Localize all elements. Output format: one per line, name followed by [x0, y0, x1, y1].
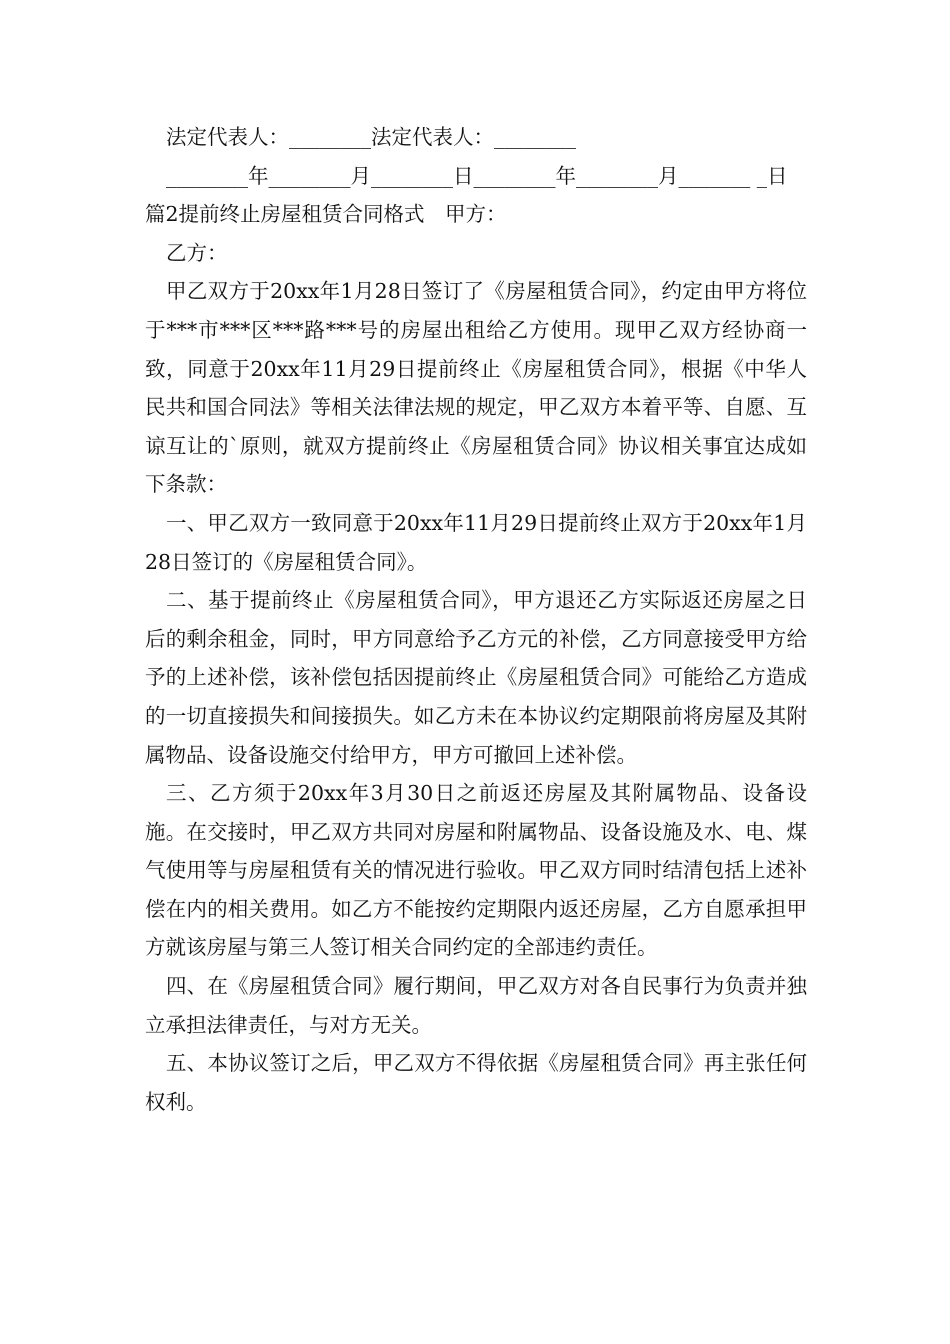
section-heading: 篇2提前终止房屋租赁合同格式 甲方：	[145, 202, 507, 227]
clause-2: 二、基于提前终止《房屋租赁合同》，甲方退还乙方实际返还房屋之日后的剩余租金，同时，甲方同意给予乙方元的补偿，乙方同意接受甲方给予的上述补偿，该补偿包括因提前终止《房屋租赁合同》可能给乙方造成的一切直接损失和间接损失。如乙方未在本协议约定期限前将房屋及其附属物品、设备设施交付给甲方，甲方可撤回上述补偿。	[145, 588, 807, 767]
clause-5: 五、本协议签订之后，甲乙双方不得依据《房屋租赁合同》再主张任何权利。	[145, 1051, 807, 1114]
document-page	[145, 118, 807, 1121]
clause-1: 一、甲乙双方一致同意于20xx年11月29日提前终止双方于20xx年1月28日签订的《房屋租赁合同》。	[145, 510, 807, 574]
clause-4: 四、在《房屋租赁合同》履行期间，甲乙双方对各自民事行为负责并独立承担法律责任，与对方无关。	[145, 974, 807, 1037]
signature-line-dates: ________年________月________日________年________月_______ _日	[166, 163, 788, 188]
preamble-paragraph: 甲乙双方于20xx年1月28日签订了《房屋租赁合同》，约定由甲方将位于***市***区***路***号的房屋出租给乙方使用。现甲乙双方经协商一致，同意于20xx年11月29日提前终止《房屋租赁合同》，根据《中华人民共和国合同法》等相关法律法规的规定，甲乙双方本着平等、自愿、互谅互让的`原则，就双方提前终止《房屋租赁合同》协议相关事宜达成如下条款：	[145, 279, 807, 497]
party-b-label: 乙方：	[166, 240, 228, 265]
signature-line-legal-representatives: 法定代表人：________法定代表人：________	[166, 125, 576, 149]
clause-3: 三、乙方须于20xx年3月30日之前返还房屋及其附属物品、设备设施。在交接时，甲乙双方共同对房屋和附属物品、设备设施及水、电、煤气使用等与房屋租赁有关的情况进行验收。甲乙双方同时结清包括上述补偿在内的相关费用。如乙方不能按约定期限内返还房屋，乙方自愿承担甲方就该房屋与第三人签订相关合同约定的全部违约责任。	[145, 781, 807, 960]
